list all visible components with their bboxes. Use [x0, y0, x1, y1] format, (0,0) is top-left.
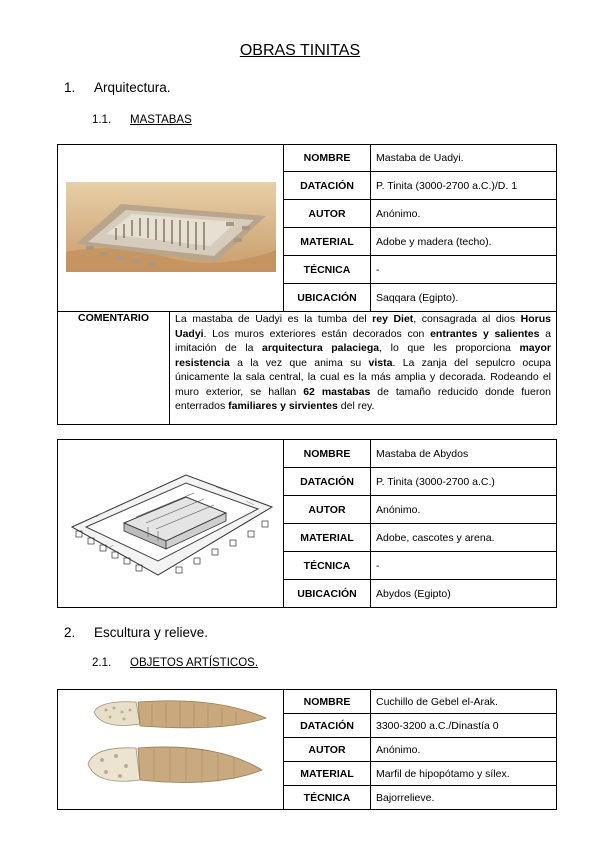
comentario-bold-run: rey Diet — [372, 313, 414, 325]
value-material: Adobe, cascotes y arena. — [371, 524, 557, 552]
value-datacion: P. Tinita (3000-2700 a.C.) — [371, 468, 557, 496]
value-nombre: Mastaba de Uadyi. — [371, 145, 557, 172]
mastaba-abydos-illustration — [66, 457, 276, 587]
label-material: MATERIAL — [284, 228, 371, 256]
comentario-text — [170, 312, 557, 425]
section-heading-escultura: 2. Escultura y relieve. — [64, 625, 209, 640]
comentario-run: de tamaño reducido donde fueron enterrados — [175, 385, 551, 412]
comentario-run: . Los muros exteriores están decorados con — [203, 327, 431, 340]
value-ubicacion: Abydos (Egipto) — [371, 580, 557, 608]
card-mastaba-abydos — [57, 439, 557, 608]
value-datacion: 3300-3200 a.C./Dinastía 0 — [371, 714, 557, 738]
card-cuchillo-gebel — [57, 689, 557, 810]
comentario-run: a la vez que anima su — [229, 356, 369, 369]
comentario-run: , consagrada al dios — [413, 313, 521, 325]
value-tecnica: Bajorrelieve. — [371, 786, 557, 810]
comentario-run: del rey. — [337, 400, 375, 412]
value-datacion: P. Tinita (3000-2700 a.C.)/D. 1 — [371, 172, 557, 200]
label-nombre: NOMBRE — [284, 440, 371, 468]
label-datacion: DATACIÓN — [284, 172, 371, 200]
label-datacion: DATACIÓN — [284, 714, 371, 738]
value-material: Adobe y madera (techo). — [371, 228, 557, 256]
comentario-run: , lo que les proporciona — [379, 342, 520, 354]
value-autor: Anónimo. — [371, 200, 557, 228]
subsection-heading-mastabas: 1.1. MASTABAS — [92, 114, 192, 126]
mastaba-uadyi-illustration — [66, 182, 276, 272]
value-ubicacion: Saqqara (Egipto). — [371, 284, 557, 312]
label-nombre: NOMBRE — [284, 690, 371, 714]
comentario-bold-run: familiares y sirvientes — [228, 400, 338, 412]
label-material: MATERIAL — [284, 524, 371, 552]
label-datacion: DATACIÓN — [284, 468, 371, 496]
value-tecnica: - — [371, 256, 557, 284]
label-tecnica: TÉCNICA — [284, 786, 371, 810]
value-tecnica: - — [371, 552, 557, 580]
comentario-bold-run: 62 mastabas — [303, 385, 371, 398]
mastaba-uadyi-image — [58, 145, 284, 312]
subsection-heading-objetos: 2.1. OBJETOS ARTÍSTICOS. — [92, 657, 259, 669]
page-title: OBRAS TINITAS — [239, 42, 361, 59]
comentario-run: . La zanja del sepulcro ocupa únicamente la sala central, la cual es la más amplia y decorada. Rodeando el muro exterior, se hallan — [175, 356, 551, 398]
label-tecnica: TÉCNICA — [284, 256, 371, 284]
value-autor: Anónimo. — [371, 738, 557, 762]
mastaba-abydos-image — [58, 440, 284, 608]
label-autor: AUTOR — [284, 200, 371, 228]
comentario-bold-run: arquitectura palaciega — [262, 342, 380, 354]
value-autor: Anónimo. — [371, 496, 557, 524]
label-comentario: COMENTARIO — [58, 312, 170, 425]
comentario-run: a imitación de la — [175, 327, 551, 354]
value-material: Marfil de hipopótamo y sílex. — [371, 762, 557, 786]
comentario-bold-run: mayor resistencia — [175, 342, 551, 369]
comentario-bold-run: Horus Uadyi — [175, 313, 551, 340]
label-autor: AUTOR — [284, 738, 371, 762]
comentario-run: La mastaba de Uadyi es la tumba del — [175, 313, 373, 325]
cuchillo-image — [58, 690, 284, 810]
cuchillo-illustration — [66, 690, 276, 806]
label-tecnica: TÉCNICA — [284, 552, 371, 580]
value-nombre: Mastaba de Abydos — [371, 440, 557, 468]
section-heading-arquitectura: 1. Arquitectura. — [64, 80, 171, 95]
card-mastaba-uadyi — [57, 144, 557, 425]
comentario-bold-run: vista — [368, 356, 393, 369]
label-ubicacion: UBICACIÓN — [284, 580, 371, 608]
label-nombre: NOMBRE — [284, 145, 371, 172]
value-nombre: Cuchillo de Gebel el-Arak. — [371, 690, 557, 714]
label-ubicacion: UBICACIÓN — [284, 284, 371, 312]
label-autor: AUTOR — [284, 496, 371, 524]
label-material: MATERIAL — [284, 762, 371, 786]
comentario-bold-run: entrantes y salientes — [430, 327, 540, 340]
